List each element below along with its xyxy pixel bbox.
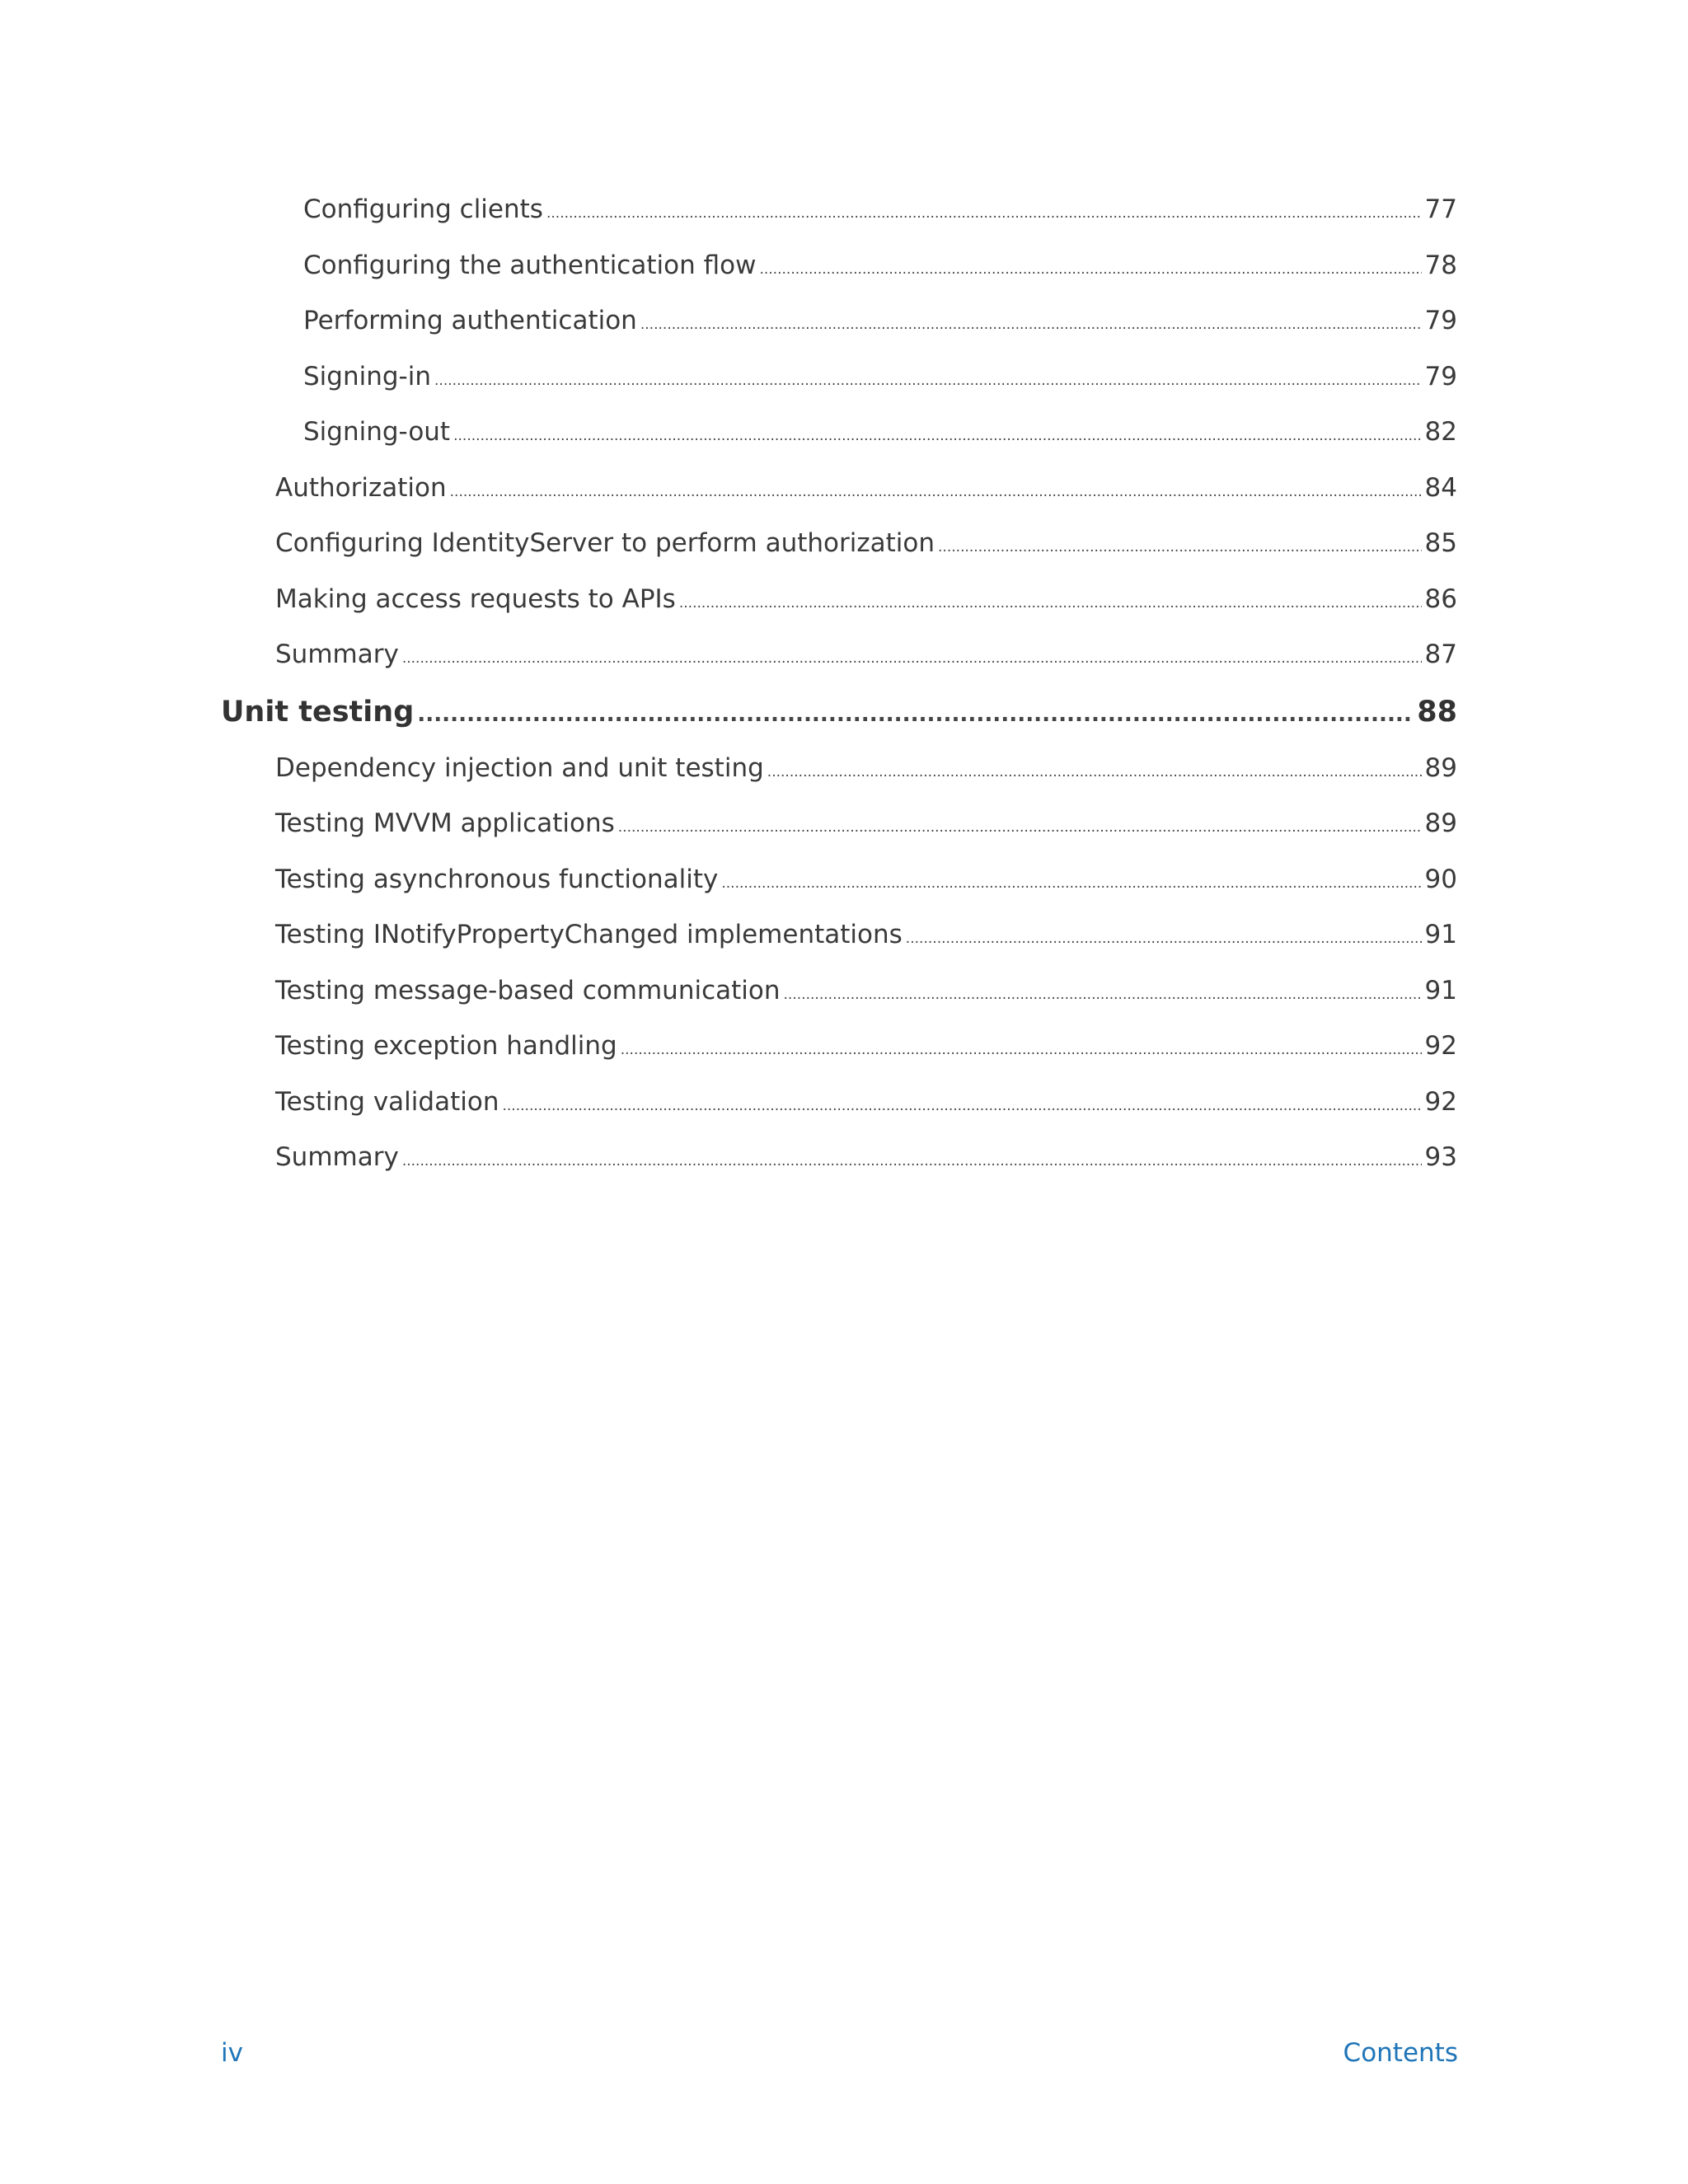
toc-entry-page: 89 [1424,752,1457,783]
dot-leader [417,702,1414,727]
toc-entry-page: 77 [1424,194,1457,224]
toc-entry[interactable] [221,640,1457,696]
dot-leader [640,316,1422,333]
toc-entry-title: Performing authentication [303,306,637,335]
toc-entry-title: Configuring clients [303,194,543,224]
dot-leader [679,595,1422,612]
dot-leader [502,1098,1421,1114]
toc-entry[interactable] [221,362,1457,418]
toc-entry[interactable] [221,1087,1457,1143]
toc-entry-title: Testing exception handling [275,1031,617,1061]
dot-leader [784,987,1422,1003]
toc-entry-page: 89 [1424,808,1457,838]
toc-entry[interactable] [221,865,1457,921]
toc-entry-page: 82 [1424,417,1457,447]
toc-entry[interactable] [221,528,1457,584]
toc-chapter-title: Unit testing [221,695,415,729]
toc-chapter-entry[interactable] [221,696,1457,753]
toc-entry-page: 91 [1424,920,1457,949]
toc-entry[interactable] [221,753,1457,809]
table-of-contents [221,194,1457,1198]
toc-entry-title: Configuring IdentityServer to perform authorization [275,528,935,558]
toc-entry-title: Summary [275,1142,399,1172]
toc-entry[interactable] [221,306,1457,362]
toc-entry-page: 85 [1424,528,1457,558]
toc-entry-page: 92 [1424,1031,1457,1061]
footer-section-label: Contents [1343,2038,1458,2068]
toc-entry[interactable] [221,417,1457,473]
toc-entry-title: Testing validation [275,1086,499,1117]
toc-entry-title: Summary [275,640,399,669]
toc-entry-page: 79 [1424,306,1457,335]
toc-entry[interactable] [221,808,1457,865]
toc-entry[interactable] [221,920,1457,976]
dot-leader [906,930,1422,947]
toc-entry-page: 87 [1424,640,1457,669]
dot-leader [402,1153,1422,1169]
dot-leader [621,1042,1422,1058]
toc-entry-page: 93 [1424,1142,1457,1172]
dot-leader [759,261,1421,278]
dot-leader [721,875,1421,892]
toc-entry[interactable] [221,1031,1457,1087]
dot-leader [453,428,1421,444]
toc-entry-page: 78 [1424,250,1457,280]
dot-leader [546,205,1422,222]
toc-entry-title: Configuring the authentication flow [303,250,757,280]
toc-entry-title: Testing INotifyPropertyChanged implementations [275,920,903,949]
toc-entry-page: 84 [1424,472,1457,503]
toc-entry[interactable] [221,194,1457,251]
dot-leader [618,819,1422,836]
toc-entry[interactable] [221,584,1457,640]
toc-entry-title: Testing asynchronous functionality [275,864,719,894]
toc-entry-title: Authorization [275,472,447,503]
toc-entry-page: 79 [1424,361,1457,391]
toc-entry[interactable] [221,251,1457,307]
toc-entry-page: 90 [1424,864,1457,894]
toc-entry-title: Testing message-based communication [275,975,781,1005]
toc-entry-title: Signing-out [303,417,451,447]
toc-entry-page: 91 [1424,975,1457,1005]
toc-chapter-page: 88 [1417,695,1457,729]
dot-leader [767,764,1422,780]
toc-entry-page: 92 [1424,1086,1457,1117]
dot-leader [402,650,1422,667]
toc-entry[interactable] [221,473,1457,529]
toc-entry-title: Testing MVVM applications [275,808,615,838]
toc-entry-page: 86 [1424,583,1457,614]
toc-entry-title: Dependency injection and unit testing [275,752,764,783]
dot-leader [938,539,1422,555]
toc-entry-title: Signing-in [303,361,431,391]
footer-page-number: iv [221,2038,243,2068]
dot-leader [434,373,1422,389]
toc-entry[interactable] [221,1142,1457,1198]
dot-leader [450,484,1422,500]
toc-entry[interactable] [221,976,1457,1032]
toc-entry-title: Making access requests to APIs [275,583,676,614]
